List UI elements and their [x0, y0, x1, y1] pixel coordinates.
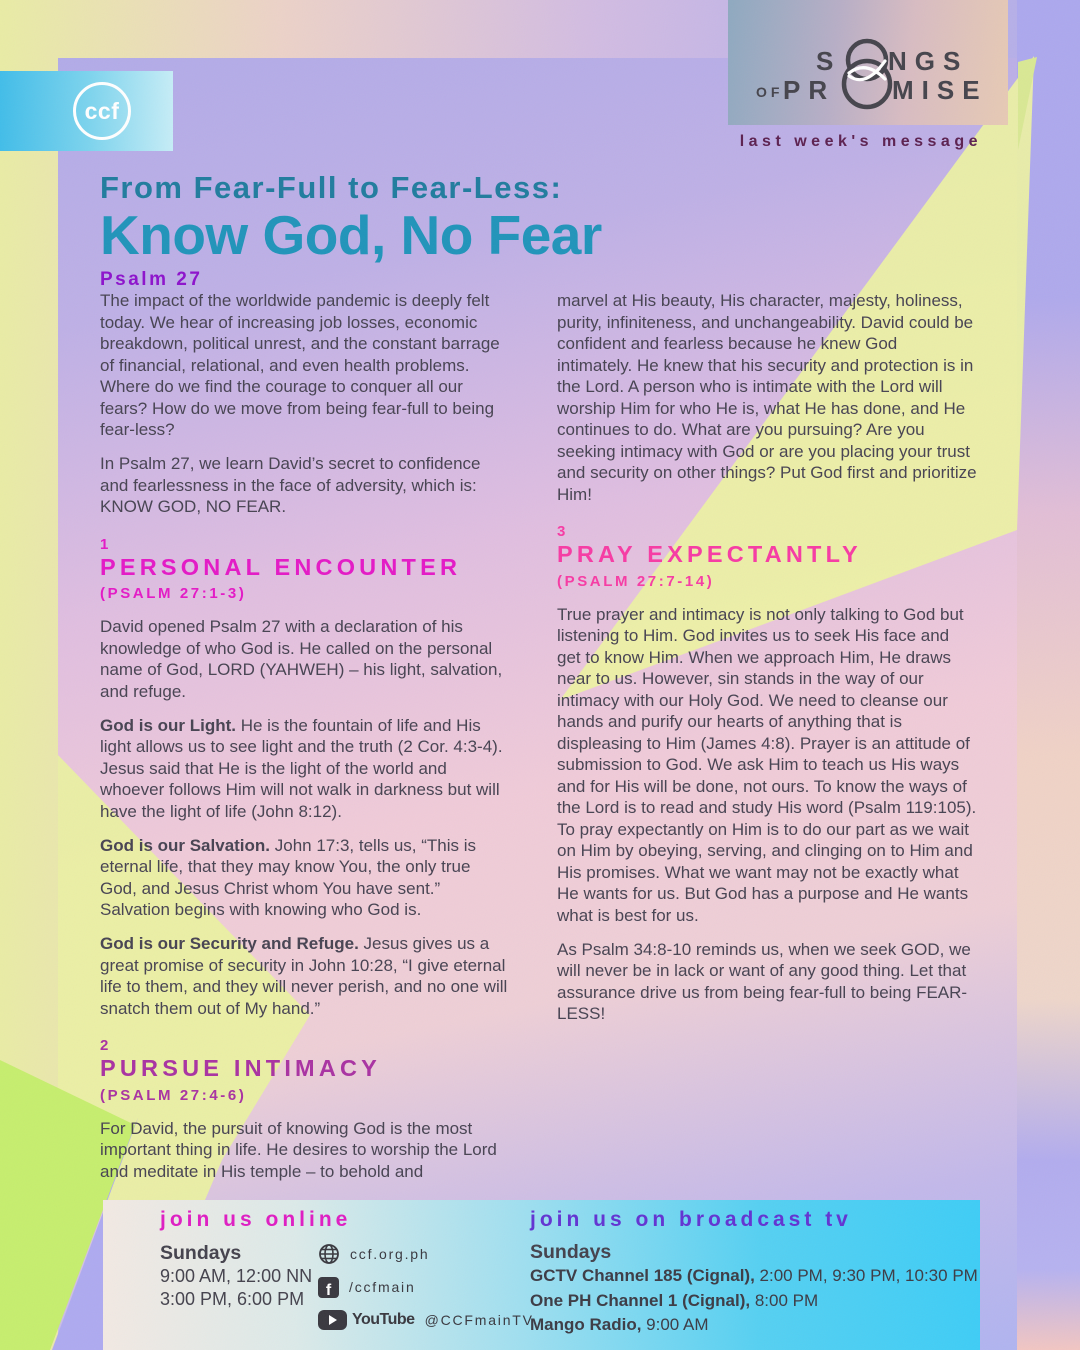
body-columns — [100, 290, 977, 1195]
section-reference: (PSALM 27:4-6) — [100, 1086, 247, 1104]
paragraph: God is our Light. He is the fountain of life and His light allows us to see light and the truth (2 Cor. 4:3-4). Jesus said that He is the light of the world and whoever follows Him will not walk in darkness but will have the light of life (John 8:12). — [100, 715, 503, 821]
section-reference: (PSALM 27:7-14) — [557, 572, 715, 590]
paragraph-lead: God is our Salvation. — [100, 835, 271, 855]
facebook-label: /ccfmain — [349, 1279, 416, 1295]
broadcast-day: Sundays — [530, 1241, 612, 1263]
footer-band — [103, 1200, 980, 1350]
paragraph: God is our Security and Refuge. Jesus gives us a great promise of security in John 10:28, “I give eternal life to them, and they will never perish, and no one will snatch them out of My hand.” — [100, 934, 508, 1018]
ccf-header-band — [0, 71, 173, 151]
paragraph: For David, the pursuit of knowing God is the most important thing in life. He desires to worship the Lord and meditate in His temple – to behold and — [100, 1118, 497, 1181]
broadcast-schedule-row: GCTV Channel 185 (Cignal), 2:00 PM, 9:30 PM, 10:30 PM — [530, 1266, 978, 1285]
page-title: Know God, No Fear — [100, 204, 602, 266]
youtube-label: @CCFmainTV — [424, 1312, 534, 1328]
section-title: PURSUE INTIMACY — [100, 1055, 382, 1081]
join-broadcast-heading: join us on broadcast tv — [530, 1208, 852, 1231]
title-reference: Psalm 27 — [100, 269, 203, 290]
title-block — [100, 172, 1000, 291]
youtube-link — [318, 1308, 534, 1332]
paragraph: marvel at His beauty, His character, majesty, holiness, purity, infiniteness, and unchangeability. David could be confident and fearless because he knew God intimately. He knew that his security and protection is in the Lord. A person who is intimate with the Lord will worship Him for who He is, what He has done, and He continues to do. What are you pursuing? Are you seeking intimacy with God or are you placing your trust and security on other things? Put God first and prioritize Him! — [557, 291, 977, 504]
broadcast-schedule-row: Mango Radio, 9:00 AM — [530, 1315, 709, 1334]
youtube-icon — [318, 1310, 347, 1330]
logo-text-pr: PR — [783, 75, 836, 105]
songs-of-promise-logo — [728, 0, 1008, 125]
facebook-icon: f — [318, 1277, 339, 1298]
intro-paragraph: In Psalm 27, we learn David’s secret to confidence and fearlessness in the face of adversity, which is: KNOW GOD, NO FEAR. — [100, 454, 481, 516]
section-number: 2 — [100, 1037, 109, 1054]
section-3-heading — [557, 524, 977, 589]
tagline: last week's message — [739, 133, 982, 150]
title-kicker: From Fear-Full to Fear-Less: — [100, 170, 563, 205]
section-title: PRAY EXPECTANTLY — [557, 541, 862, 567]
globe-icon — [318, 1243, 340, 1265]
social-links — [318, 1242, 534, 1341]
join-online-heading: join us online — [160, 1208, 352, 1231]
youtube-wordmark: YouTube — [352, 1311, 415, 1328]
logo-text-ngs: NGS — [888, 46, 969, 76]
facebook-link — [318, 1275, 534, 1299]
logo-text-s: S — [816, 46, 842, 76]
section-number: 1 — [100, 535, 109, 553]
right-column — [557, 290, 977, 1195]
website-label: ccf.org.ph — [350, 1246, 430, 1262]
online-times: 9:00 AM, 12:00 NN — [160, 1266, 313, 1286]
paragraph-lead: God is our Light. — [100, 715, 236, 735]
broadcast-schedule-row: One PH Channel 1 (Cignal), 8:00 PM — [530, 1290, 819, 1310]
paragraph-lead: God is our Security and Refuge. — [100, 934, 359, 953]
songs-of-promise-box — [728, 0, 1008, 125]
section-2-heading — [100, 1038, 510, 1103]
ccf-logo-text: ccf — [84, 97, 120, 124]
intro-paragraph: The impact of the worldwide pandemic is deeply felt today. We hear of increasing job losses, economic breakdown, political unrest, and the constant barrage of financial, relational, and even health problems. Where do we find the courage to conquer all our fears? How do we move from being fear-full to being fear-less? — [100, 291, 500, 439]
website-link — [318, 1242, 534, 1266]
section-1-heading — [100, 537, 510, 602]
paragraph: As Psalm 34:8-10 reminds us, when we seek GOD, we will never be in lack or want of any good thing. Let that assurance drive us from being fear-full to being FEAR-LESS! — [557, 939, 971, 1023]
section-number: 3 — [557, 523, 566, 540]
section-title: PERSONAL ENCOUNTER — [100, 553, 462, 580]
paragraph: David opened Psalm 27 with a declaration of his knowledge of who God is. He called on the personal name of God, LORD (YAHWEH) – his light, salvation, and refuge. — [100, 617, 503, 701]
online-day: Sundays — [160, 1242, 242, 1264]
section-reference: (PSALM 27:1-3) — [100, 585, 247, 602]
left-column — [100, 290, 510, 1195]
logo-text-mise: MISE — [892, 75, 988, 105]
ccf-logo — [73, 82, 131, 140]
paragraph: True prayer and intimacy is not only talking to God but listening to Him. God invites us to seek His face and get to know Him. When we approach Him, He draws near to us. However, sin stands in the way of our intimacy with our Holy God. We need to cleanse our hands and purify our hearts of anything that is displeasing to Him (James 4:8). Prayer is an attitude of submission to God. We ask Him to teach us His ways and for His will be done, not ours. To know the ways of the Lord is to read and study His word (Psalm 119:105). To pray expectantly on Him is to do our part as we wait on Him by obeying, serving, and clinging on to Him and His promises. What we want may not be exactly what He wants for us. But God has a purpose and He wants what is best for us. — [557, 604, 977, 925]
online-times: 3:00 PM, 6:00 PM — [160, 1289, 305, 1309]
join-broadcast-block — [530, 1208, 978, 1338]
logo-text-of: OF — [756, 84, 784, 100]
paragraph: God is our Salvation. John 17:3, tells us, “This is eternal life, that they may know You, the only true God, and Jesus Christ whom You have sent.” Salvation begins with knowing who God is. — [100, 835, 477, 919]
